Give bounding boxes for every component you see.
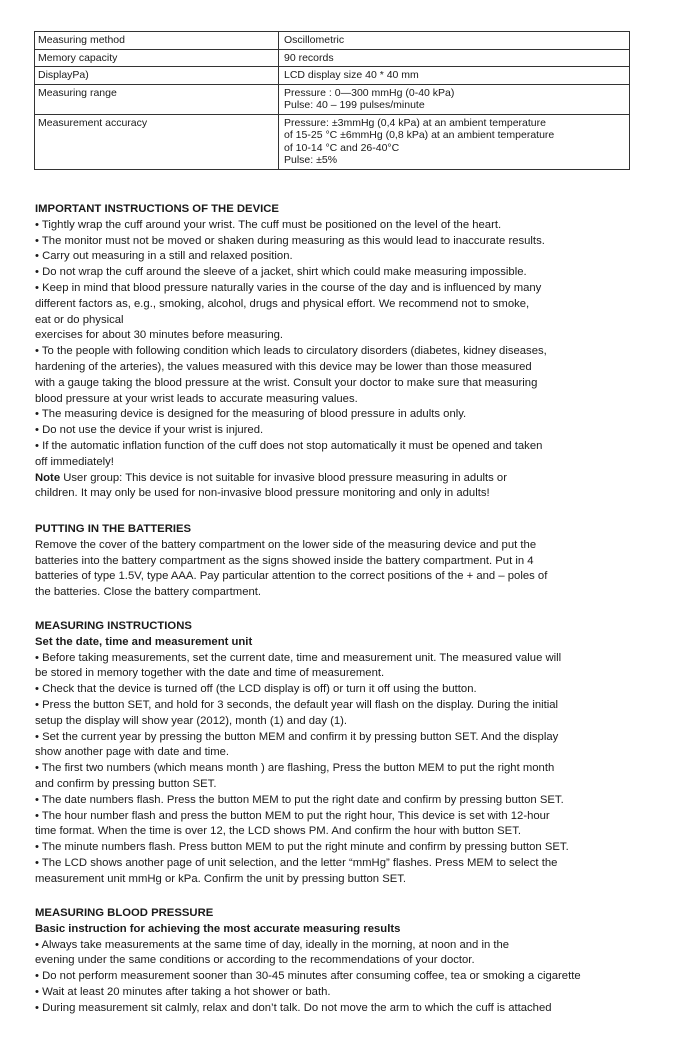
- spec-value: [279, 114, 630, 169]
- text-line: • The first two numbers (which means month ) are flashing, Press the button MEM to put the right month: [35, 762, 555, 775]
- text-line: batteries into the battery compartment as the signs showed inside the battery compartment. Put in 4: [35, 554, 534, 567]
- bp-lines: [35, 938, 640, 1017]
- spec-value-line: of 15-25 °C ±6mmHg (0,8 kPa) at an ambient temperature: [284, 129, 555, 141]
- text-line: • To the people with following condition which leads to circulatory disorders (diabetes, kidney diseases,: [35, 345, 547, 358]
- spec-value: [279, 67, 630, 85]
- text-line: • Tightly wrap the cuff around your wrist. The cuff must be positioned on the level of the heart.: [35, 218, 502, 231]
- text-line: • Wait at least 20 minutes after taking a hot shower or bath.: [35, 985, 331, 998]
- spec-value: [279, 84, 630, 114]
- batteries-lines: [35, 538, 640, 601]
- spec-value-line: Pressure : 0—300 mmHg (0-40 kPa): [284, 86, 455, 99]
- text-line: • The date numbers flash. Press the button MEM to put the right date and confirm by pressing button SET.: [35, 793, 564, 806]
- blood-pressure-section: [35, 906, 640, 1017]
- text-line: eat or do physical: [35, 313, 124, 326]
- spec-row: [35, 114, 630, 169]
- spec-value: [279, 49, 630, 67]
- spec-value-line: 90 records: [284, 51, 334, 64]
- text-line: • Do not use the device if your wrist is injured.: [35, 424, 264, 437]
- text-line: and confirm by pressing button SET.: [35, 777, 217, 790]
- measuring-lines: [35, 651, 640, 888]
- text-line: • The measuring device is designed for the measuring of blood pressure in adults only.: [35, 408, 467, 421]
- spec-value-line: Pulse: ±5%: [284, 154, 338, 166]
- text-line: • Do not wrap the cuff around the sleeve of a jacket, shirt which could make measuring impossible.: [35, 266, 527, 279]
- batteries-section: [35, 522, 640, 601]
- text-line: exercises for about 30 minutes before measuring.: [35, 329, 284, 342]
- spec-label: DisplayPa): [35, 67, 279, 85]
- spec-table: [34, 31, 630, 170]
- text-line: time format. When the time is over 12, the LCD shows PM. And confirm the hour with button SET.: [35, 825, 521, 838]
- spec-label: Measuring method: [35, 32, 279, 50]
- text-line: different factors as, e.g., smoking, alcohol, drugs and physical effort. We recommend not to smoke,: [35, 297, 530, 310]
- spec-value-line: Pressure: ±3mmHg (0,4 kPa) at an ambient temperature: [284, 116, 546, 129]
- text-line: • Before taking measurements, set the current date, time and measurement unit. The measured value will: [35, 651, 562, 664]
- text-line: • The monitor must not be moved or shaken during measuring as this would lead to inaccurate results.: [35, 234, 545, 247]
- spec-value-line: Oscillometric: [284, 34, 345, 46]
- text-line: with a gauge taking the blood pressure at the wrist. Consult your doctor to make sure that measuring: [35, 376, 538, 389]
- spec-value: [279, 32, 630, 50]
- important-heading: IMPORTANT INSTRUCTIONS OF THE DEVICE: [35, 203, 279, 215]
- text-line: • If the automatic inflation function of the cuff does not stop automatically it must be opened and taken: [35, 439, 543, 452]
- text-line: measurement unit mmHg or kPa. Confirm the unit by pressing button SET.: [35, 872, 407, 885]
- spec-label: Measuring range: [35, 84, 279, 114]
- text-line: off immediately!: [35, 455, 114, 468]
- text-line: • The minute numbers flash. Press button MEM to put the right minute and confirm by pressing button SET.: [35, 841, 569, 854]
- note-paragraph: [35, 471, 640, 487]
- spec-row: [35, 32, 630, 50]
- spec-value-line: Pulse: 40 – 199 pulses/minute: [284, 99, 425, 111]
- text-line: • Keep in mind that blood pressure naturally varies in the course of the day and is influenced by many: [35, 281, 542, 294]
- spec-row: [35, 49, 630, 67]
- measuring-instructions-section: [35, 619, 640, 888]
- text-line: • The LCD shows another page of unit selection, and the letter “mmHg” flashes. Press MEM to select the: [35, 856, 558, 869]
- spec-value-line: of 10-14 °C and 26-40°C: [284, 141, 400, 154]
- text-line: blood pressure at your wrist leads to accurate measuring values.: [35, 392, 358, 405]
- spec-label: Measurement accuracy: [35, 114, 279, 169]
- note-label: Note: [35, 471, 61, 484]
- text-line: show another page with date and time.: [35, 746, 230, 759]
- note-line-1: User group: This device is not suitable for invasive blood pressure measuring in adults or: [60, 471, 507, 484]
- spec-row: [35, 67, 630, 85]
- note-line-2: children. It may only be used for non-invasive blood pressure monitoring and only in adults!: [35, 487, 490, 500]
- bp-heading: MEASURING BLOOD PRESSURE: [35, 907, 214, 919]
- spec-label: Memory capacity: [35, 49, 279, 67]
- text-line: • During measurement sit calmly, relax and don’t talk. Do not move the arm to which the cuff is attached: [35, 1001, 552, 1014]
- text-line: Remove the cover of the battery compartment on the lower side of the measuring device and put the: [35, 538, 537, 551]
- text-line: • Always take measurements at the same time of day, ideally in the morning, at noon and in the: [35, 938, 510, 951]
- measuring-heading: MEASURING INSTRUCTIONS: [35, 620, 192, 632]
- text-line: batteries of type 1.5V, type AAA. Pay particular attention to the correct positions of the + and – poles of: [35, 570, 548, 583]
- spec-row: [35, 84, 630, 114]
- important-lines: [35, 218, 640, 471]
- text-line: • Do not perform measurement sooner than 30-45 minutes after consuming coffee, tea or smoking a cigarette: [35, 970, 581, 983]
- text-line: hardening of the arteries), the values measured with this device may be lower than those measured: [35, 360, 532, 373]
- text-line: • Set the current year by pressing the button MEM and confirm it by pressing button SET. And the display: [35, 730, 559, 743]
- text-line: • Check that the device is turned off (the LCD display is off) or turn it off using the button.: [35, 683, 477, 696]
- important-instructions-section: [35, 202, 640, 502]
- text-line: evening under the same conditions or according to the recommendations of your doctor.: [35, 954, 475, 967]
- text-line: the batteries. Close the battery compartment.: [35, 586, 262, 599]
- text-line: • The hour number flash and press the button MEM to put the right hour, This device is set with 12-hour: [35, 809, 550, 822]
- spec-value-line: LCD display size 40 * 40 mm: [284, 69, 419, 81]
- bp-subheading: Basic instruction for achieving the most accurate measuring results: [35, 922, 401, 935]
- text-line: • Carry out measuring in a still and relaxed position.: [35, 250, 293, 263]
- text-line: be stored in memory together with the date and time of measurement.: [35, 667, 385, 680]
- measuring-subheading: Set the date, time and measurement unit: [35, 635, 253, 648]
- text-line: setup the display will show year (2012), month (1) and day (1).: [35, 714, 348, 727]
- text-line: • Press the button SET, and hold for 3 seconds, the default year will flash on the display. During the initial: [35, 698, 559, 711]
- batteries-heading: PUTTING IN THE BATTERIES: [35, 523, 192, 535]
